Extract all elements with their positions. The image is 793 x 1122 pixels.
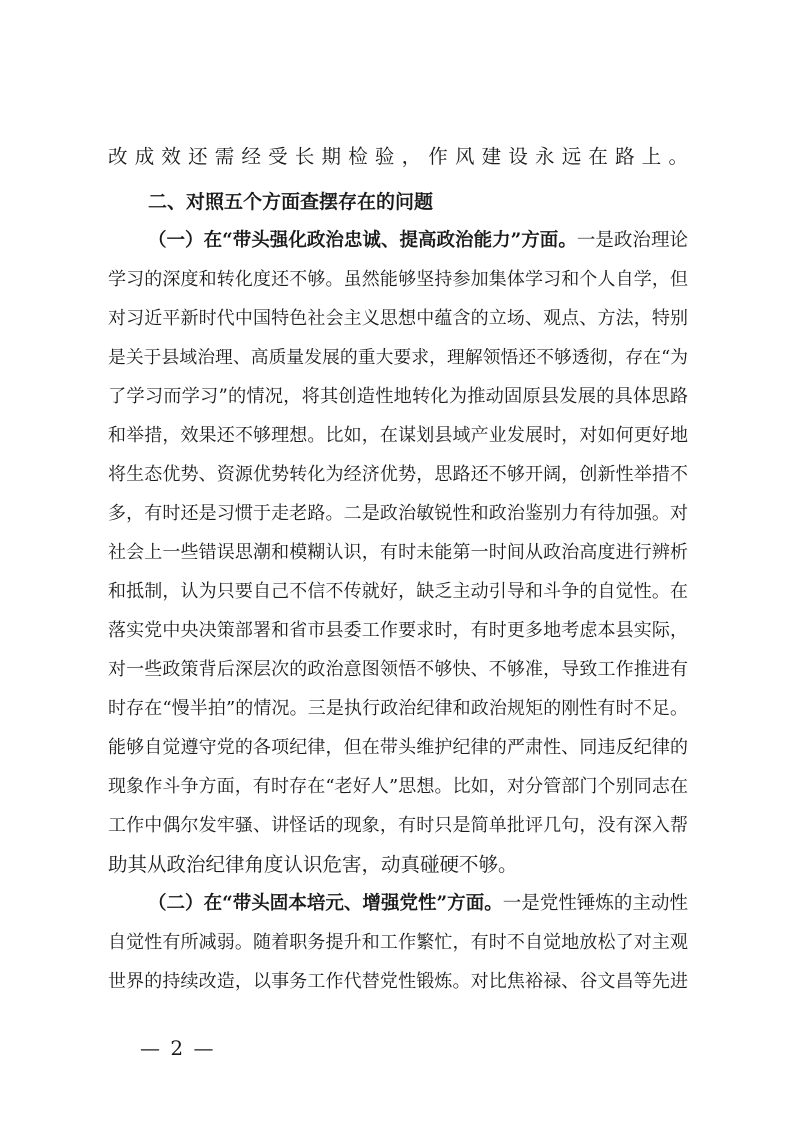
subsection-heading-line: （二）在“带头固本培元、增强党性”方面。一是党性锤炼的主动性 xyxy=(148,893,688,914)
paragraph-line: 学习的深度和转化度还不够。虽然能够坚持参加集体学习和个人自学，但 xyxy=(108,269,688,290)
section-heading: 二、对照五个方面查摆存在的问题 xyxy=(148,191,434,213)
page-number: — 2 — xyxy=(140,1036,216,1060)
paragraph-line: 了学习而学习”的情况，将其创造性地转化为推动固原县发展的具体思路 xyxy=(108,386,688,407)
paragraph-line: 对一些政策背后深层次的政治意图领悟不够快、不够准，导致工作推进有 xyxy=(108,659,688,680)
paragraph-line: 能够自觉遵守党的各项纪律，但在带头维护纪律的严肃性、同违反纪律的 xyxy=(108,737,688,758)
subsection-heading-line: （一）在“带头强化政治忠诚、提高政治能力”方面。一是政治理论 xyxy=(148,230,688,251)
paragraph-line: 将生态优势、资源优势转化为经济优势，思路还不够开阔，创新性举措不 xyxy=(108,464,688,485)
paragraph-line: 落实党中央决策部署和省市县委工作要求时，有时更多地考虑本县实际， xyxy=(108,620,688,641)
paragraph-line: 自觉性有所减弱。随着职务提升和工作繁忙，有时不自觉地放松了对主观 xyxy=(108,932,688,953)
paragraph-line: 和举措，效果还不够理想。比如，在谋划县域产业发展时，对如何更好地 xyxy=(108,425,688,446)
paragraph-line: 社会上一些错误思潮和模糊认识，有时未能第一时间从政治高度进行辨析 xyxy=(108,542,688,563)
paragraph-line: 世界的持续改造，以事务工作代替党性锻炼。对比焦裕禄、谷文昌等先进 xyxy=(108,971,688,992)
paragraph-line: 时存在“慢半拍”的情况。三是执行政治纪律和政治规矩的刚性有时不足。 xyxy=(108,698,688,719)
paragraph-line: 现象作斗争方面，有时存在“老好人”思想。比如，对分管部门个别同志在 xyxy=(108,776,688,797)
paragraph-line: 对习近平新时代中国特色社会主义思想中蕴含的立场、观点、方法，特别 xyxy=(108,308,688,329)
subsection-heading: （一）在“带头强化政治忠诚、提高政治能力”方面。 xyxy=(148,230,577,251)
paragraph-line: 多，有时还是习惯于走老路。二是政治敏锐性和政治鉴别力有待加强。对 xyxy=(108,503,688,524)
paragraph-line: 助其从政治纪律角度认识危害，动真碰硬不够。 xyxy=(108,853,518,876)
paragraph-line: 工作中偶尔发牢骚、讲怪话的现象，有时只是简单批评几句，没有深入帮 xyxy=(108,815,688,836)
paragraph-line: 和抵制，认为只要自己不信不传就好，缺乏主动引导和斗争的自觉性。在 xyxy=(108,581,688,602)
subsection-heading: （二）在“带头固本培元、增强党性”方面。 xyxy=(148,893,503,914)
paragraph-line: 是关于县域治理、高质量发展的重大要求，理解领悟还不够透彻，存在“为 xyxy=(108,348,688,368)
paragraph-line: 改成效还需经受长期检验，作风建设永远在路上。 xyxy=(108,145,688,168)
